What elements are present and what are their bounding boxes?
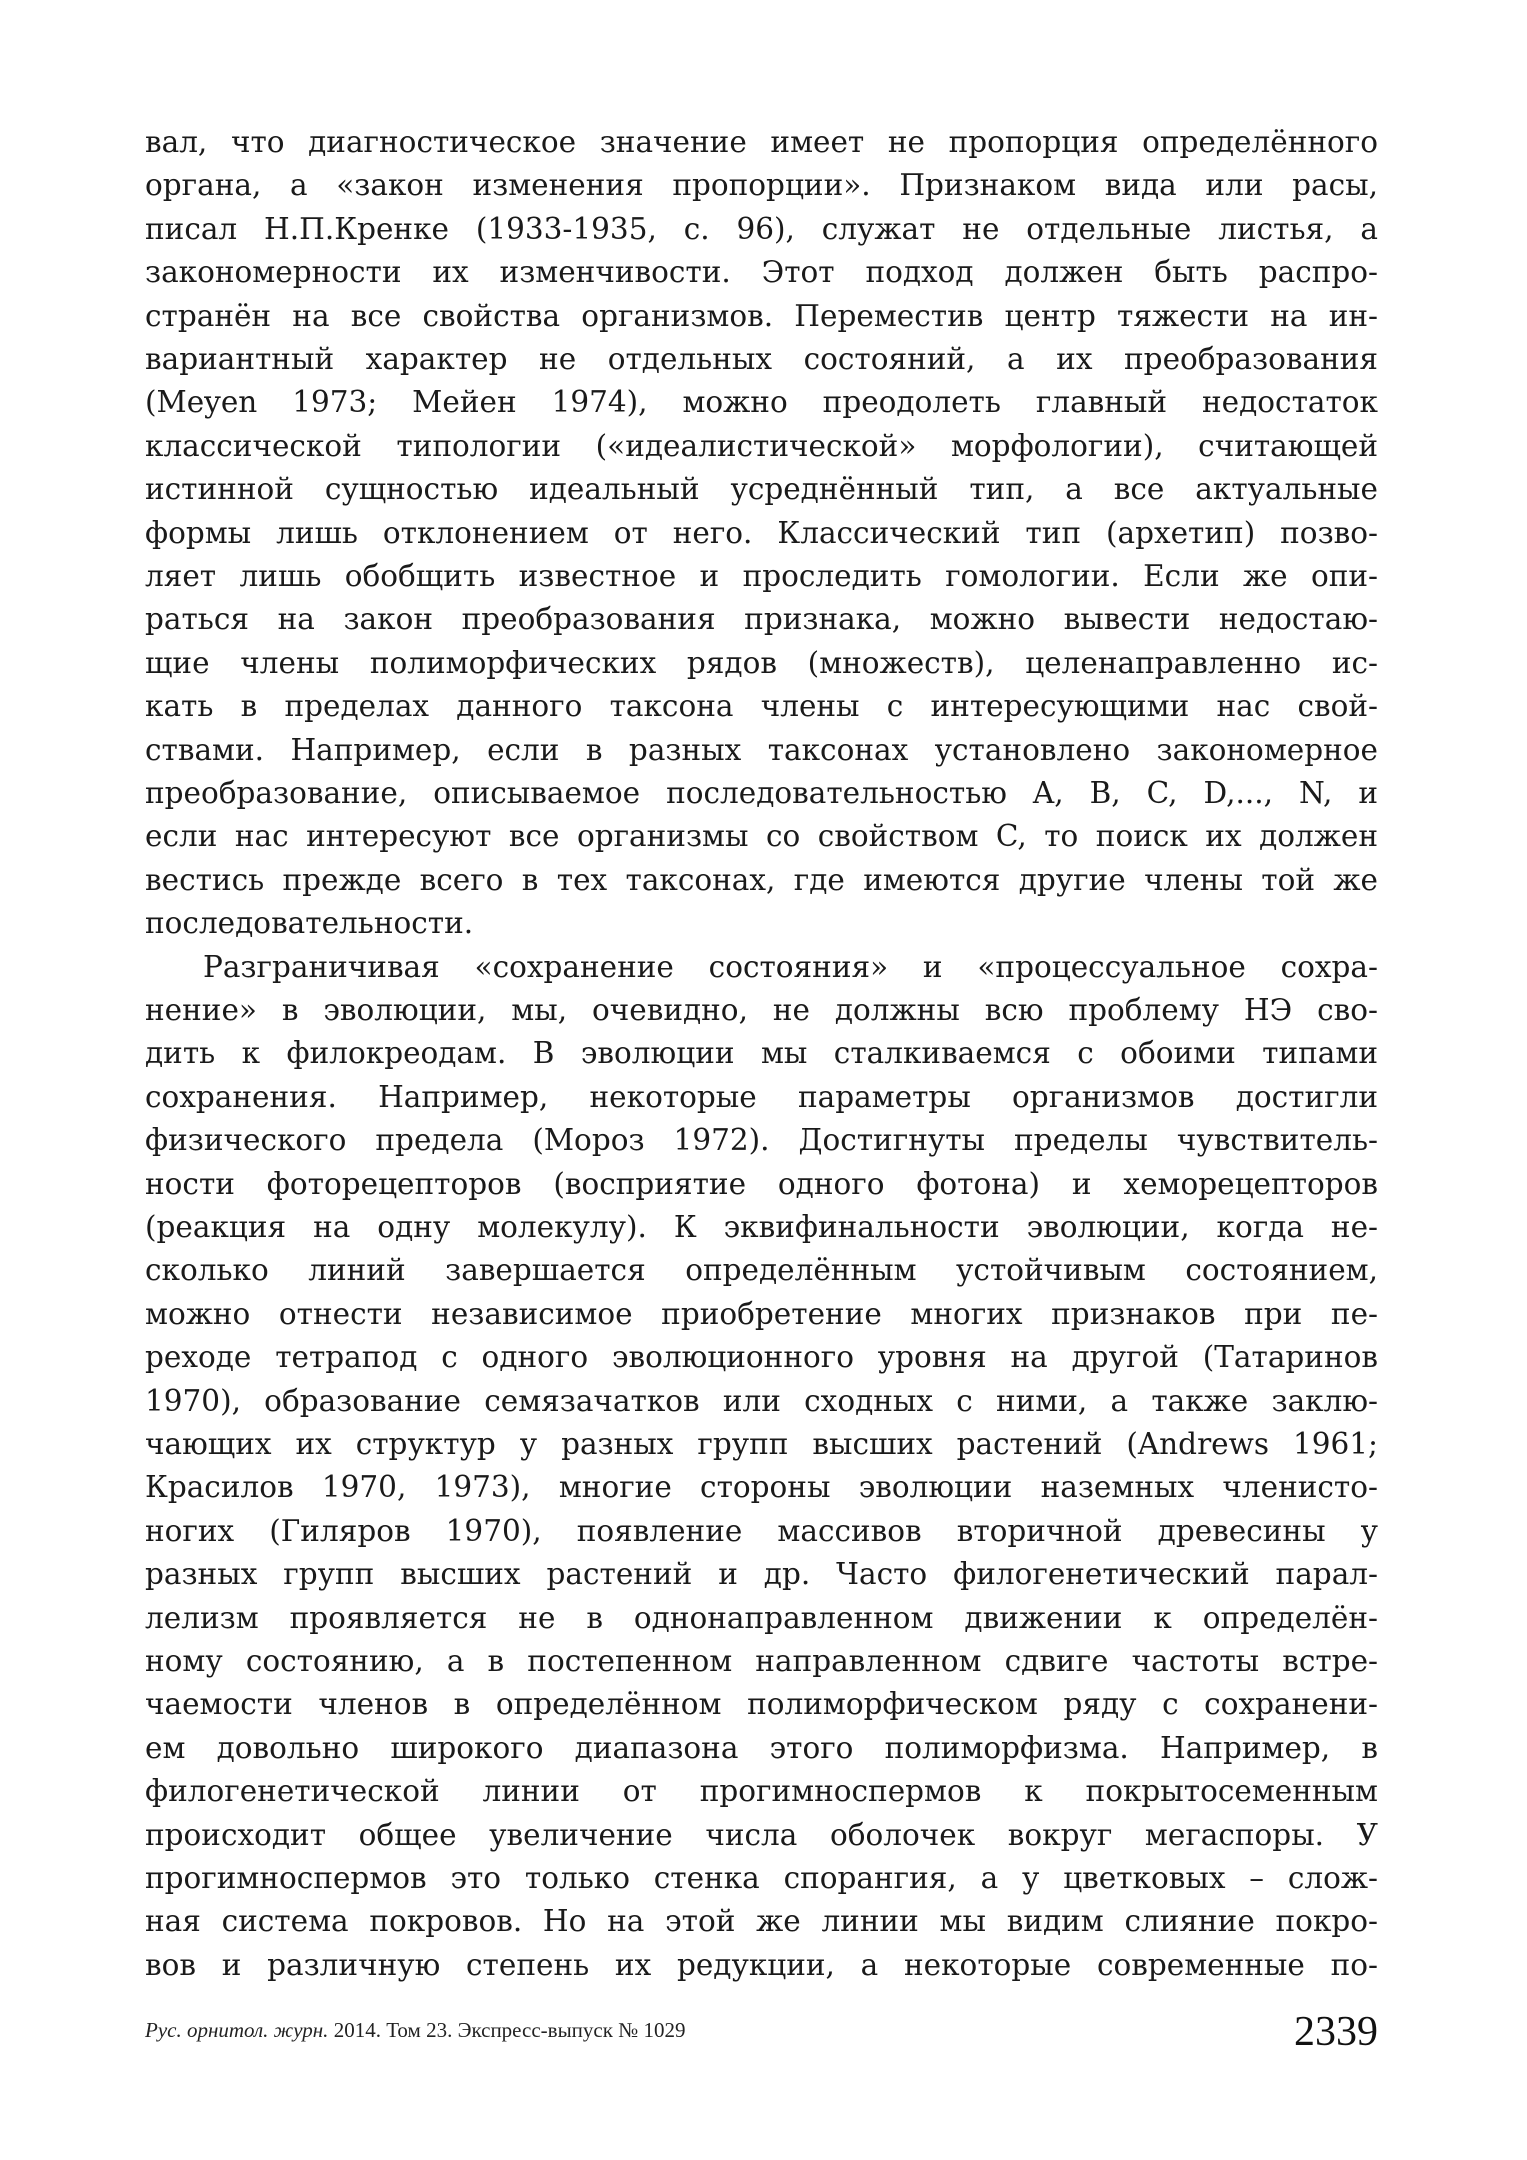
issue-details: 2014. Том 23. Экспресс-выпуск № 1029: [328, 2018, 686, 2042]
text-line: реходе тетрапод с одного эволюционного уровня на другой (Татаринов: [145, 1340, 1378, 1375]
text-line: Разграничивая «сохранение состояния» и «процессуальное сохра-: [203, 949, 1378, 984]
text-line: странён на все свойства организмов. Переместив центр тяжести на ин-: [145, 298, 1378, 333]
text-line: дить к филокреодам. В эволюции мы сталкиваемся с обоими типами: [145, 1036, 1378, 1071]
text-line: ности фоторецепторов (восприятие одного фотона) и хеморецепторов: [145, 1166, 1378, 1201]
text-line: разных групп высших растений и др. Часто филогенетический парал-: [145, 1557, 1378, 1592]
text-line: последовательности.: [145, 906, 474, 941]
text-line: ногих (Гиляров 1970), появление массивов вторичной древесины у: [145, 1513, 1378, 1548]
text-line: 1970), образование семязачатков или сходных с ними, а также заклю-: [145, 1383, 1378, 1418]
text-line: Красилов 1970, 1973), многие стороны эволюции наземных членисто-: [145, 1470, 1378, 1505]
text-line: если нас интересуют все организмы со свойством C, то поиск их должен: [145, 819, 1378, 854]
text-line: вал, что диагностическое значение имеет не пропорция определённого: [145, 125, 1378, 159]
text-line: щие члены полиморфических рядов (множеств), целенаправленно ис-: [145, 645, 1378, 680]
text-line: чающих их структур у разных групп высших растений (Andrews 1961;: [145, 1427, 1378, 1461]
text-line: ляет лишь обобщить известное и проследить гомологии. Если же опи-: [145, 559, 1378, 593]
text-line: прогимноспермов это только стенка спорангия, а у цветковых – слож-: [145, 1861, 1378, 1895]
text-line: вариантный характер не отдельных состояний, а их преобразования: [145, 342, 1378, 376]
text-line: раться на закон преобразования признака, можно вывести недостаю-: [145, 602, 1378, 637]
journal-title: Рус. орнитол. журн.: [145, 2018, 329, 2042]
text-line: физического предела (Мороз 1972). Достигнуты пределы чувствитель-: [145, 1123, 1378, 1158]
text-line: классической типологии («идеалистической» морфологии), считающей: [145, 428, 1378, 463]
text-line: происходит общее увеличение числа оболочек вокруг мегаспоры. У: [145, 1817, 1378, 1852]
text-line: писал Н.П.Кренке (1933-1935, с. 96), служат не отдельные листья, а: [145, 211, 1378, 246]
text-line: ная система покровов. Но на этой же линии мы видим слияние покро-: [145, 1904, 1378, 1939]
text-line: ем довольно широкого диапазона этого полиморфизма. Например, в: [145, 1730, 1378, 1765]
text-line: филогенетической линии от прогимноспермов к покрытосеменным: [145, 1774, 1378, 1809]
text-line: ному состоянию, а в постепенном направленном сдвиге частоты встре-: [145, 1644, 1378, 1678]
text-line: кать в пределах данного таксона члены с интересующими нас свой-: [145, 689, 1378, 724]
text-line: (реакция на одну молекулу). К эквифинальности эволюции, когда не-: [145, 1210, 1378, 1244]
text-line: органа, а «закон изменения пропорции». Признаком вида или расы,: [145, 168, 1378, 203]
text-line: чаемости членов в определённом полиморфическом ряду с сохранени-: [145, 1687, 1378, 1722]
text-line: можно отнести независимое приобретение многих признаков при пе-: [145, 1296, 1378, 1331]
text-line: нение» в эволюции, мы, очевидно, не должны всю проблему НЭ сво-: [145, 993, 1378, 1027]
text-line: вов и различную степень их редукции, а некоторые современные по-: [145, 1947, 1378, 1982]
text-line: лелизм проявляется не в однонаправленном движении к определён-: [145, 1600, 1378, 1635]
text-line: формы лишь отклонением от него. Классический тип (архетип) позво-: [145, 515, 1378, 550]
running-footer: [145, 2018, 685, 2043]
text-line: сохранения. Например, некоторые параметры организмов достигли: [145, 1079, 1378, 1114]
page-number: 2339: [1294, 2009, 1378, 2055]
text-line: (Meyen 1973; Мейен 1974), можно преодолеть главный недостаток: [145, 385, 1378, 420]
text-line: истинной сущностью идеальный усреднённый тип, а все актуальные: [145, 472, 1378, 507]
text-line: ствами. Например, если в разных таксонах установлено закономерное: [145, 732, 1378, 767]
text-line: сколько линий завершается определённым устойчивым состоянием,: [145, 1253, 1378, 1288]
text-line: преобразование, описываемое последовательностью A, B, C, D,..., N, и: [145, 776, 1378, 810]
text-line: закономерности их изменчивости. Этот подход должен быть распро-: [145, 255, 1378, 290]
text-line: вестись прежде всего в тех таксонах, где имеются другие члены той же: [145, 862, 1378, 897]
